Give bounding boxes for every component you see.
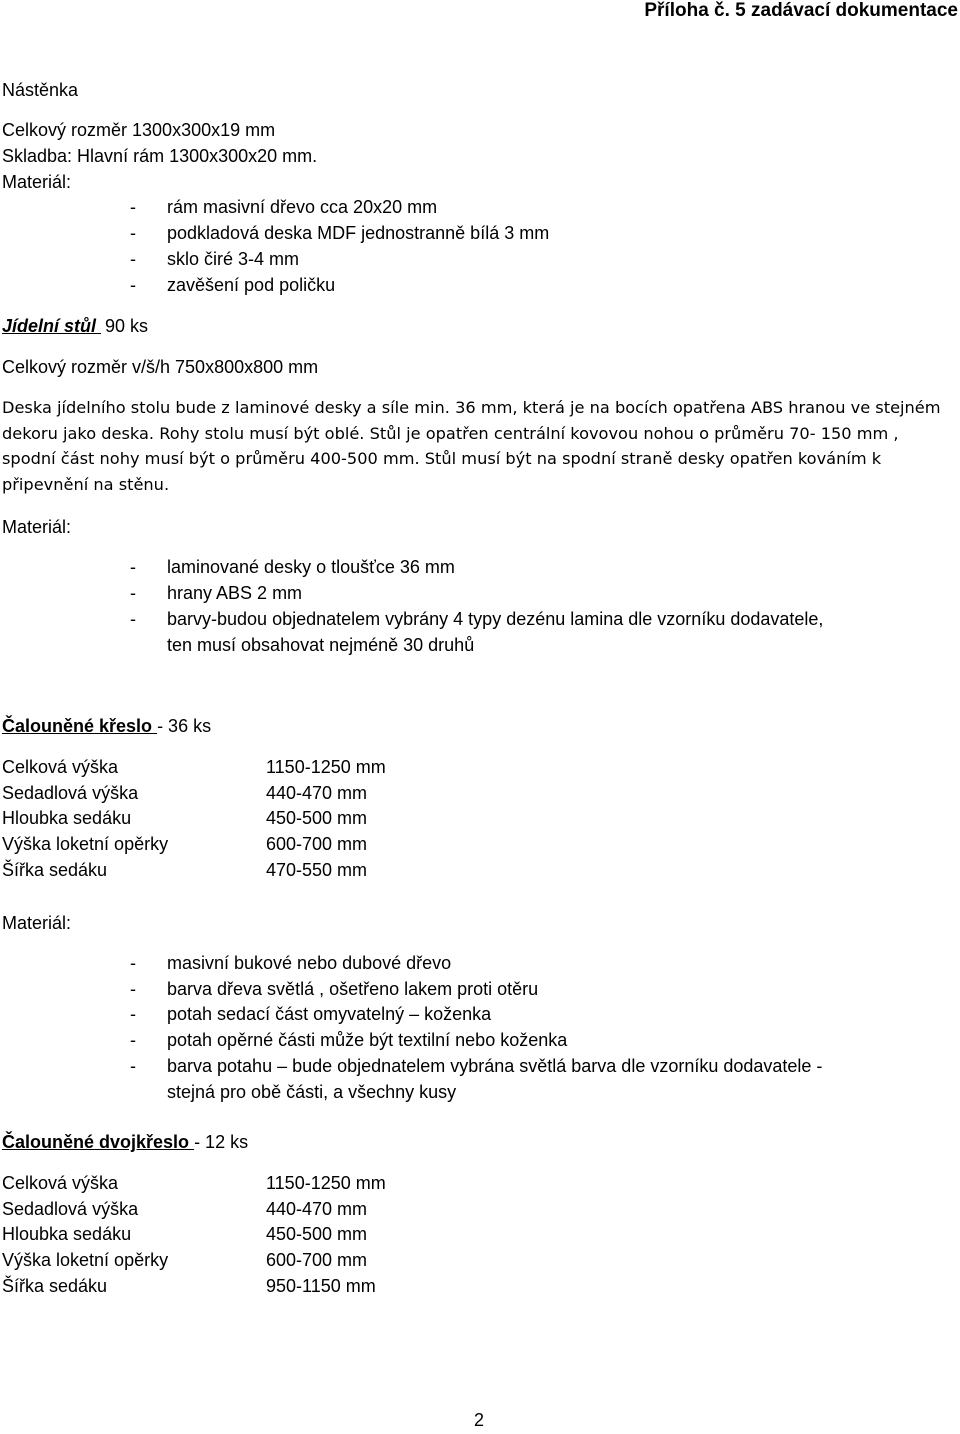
list-item: potah opěrné části může být textilní nebo koženka (167, 1030, 568, 1050)
list-item: potah sedací část omyvatelný – koženka (167, 1004, 492, 1024)
stul-title: Jídelní stůl (2, 316, 102, 336)
stul-count: 90 ks (105, 316, 149, 336)
list-item: hrany ABS 2 mm (167, 583, 303, 603)
spec-value: 440-470 mm (266, 783, 368, 803)
spec-value: 470-550 mm (266, 860, 368, 880)
spec-value: 600-700 mm (266, 834, 368, 854)
page-number: 2 (474, 1410, 485, 1430)
list-item: barvy-budou objednatelem vybrány 4 typy dezénu lamina dle vzorníku dodavatele, (167, 609, 824, 629)
list-bullet: - (130, 275, 136, 295)
spec-label: Celková výška (2, 1173, 119, 1193)
list-item: rám masivní dřevo cca 20x20 mm (167, 197, 438, 217)
kreslo-title: Čalouněné křeslo (2, 716, 158, 736)
nastenka-material-label: Materiál: (2, 172, 72, 192)
list-item: barva potahu – bude objednatelem vybrána světlá barva dle vzorníku dodavatele - (167, 1056, 823, 1076)
spec-label: Celková výška (2, 757, 119, 777)
spec-value: 450-500 mm (266, 1224, 368, 1244)
list-bullet: - (130, 197, 136, 217)
spec-label: Šířka sedáku (2, 860, 108, 880)
spec-label: Sedadlová výška (2, 783, 139, 803)
spec-value: 1150-1250 mm (266, 1173, 386, 1193)
spec-value: 950-1150 mm (266, 1276, 376, 1296)
spec-value: 1150-1250 mm (266, 757, 386, 777)
list-item: laminované desky o tloušťce 36 mm (167, 557, 455, 577)
stul-description: Deska jídelního stolu bude z laminové desky a síle min. 36 mm, která je na bocích opatřena ABS hranou ve stejném dekoru jako deska. Rohy stolu musí být oblé. Stůl je opatřen centrální kovovou nohou o průměru 70- 150 mm , spodní část nohy musí být o průměru 400-500 mm. Stůl musí být na spodní straně desky opatřen kováním k připevnění na stěnu. (2, 398, 941, 494)
list-bullet: - (130, 953, 136, 973)
spec-value: 440-470 mm (266, 1199, 368, 1219)
section-title-dvojkreslo (2, 1130, 248, 1156)
list-item: barva dřeva světlá , ošetřeno lakem proti otěru (167, 979, 539, 999)
spec-label: Výška loketní opěrky (2, 1250, 169, 1270)
list-item-continuation: stejná pro obě části, a všechny kusy (167, 1082, 457, 1102)
dvojkreslo-count: - 12 ks (194, 1132, 249, 1152)
list-bullet: - (130, 1004, 136, 1024)
list-bullet: - (130, 557, 136, 577)
nastenka-composition: Skladba: Hlavní rám 1300x300x20 mm. (2, 146, 318, 166)
list-bullet: - (130, 249, 136, 269)
list-item-continuation: ten musí obsahovat nejméně 30 druhů (167, 635, 475, 655)
list-bullet: - (130, 1056, 136, 1076)
list-bullet: - (130, 223, 136, 243)
spec-label: Hloubka sedáku (2, 1224, 132, 1244)
kreslo-count: - 36 ks (157, 716, 212, 736)
list-item: zavěšení pod poličku (167, 275, 336, 295)
section-title-stul (2, 314, 148, 340)
list-bullet: - (130, 583, 136, 603)
list-bullet: - (130, 1030, 136, 1050)
list-item: masivní bukové nebo dubové dřevo (167, 953, 452, 973)
section-title-kreslo (2, 714, 211, 740)
list-bullet: - (130, 609, 136, 629)
stul-overall-size: Celkový rozměr v/š/h 750x800x800 mm (2, 357, 319, 377)
page-header: Příloha č. 5 zadávací dokumentace (644, 0, 958, 21)
dvojkreslo-title: Čalouněné dvojkřeslo (2, 1132, 195, 1152)
list-item: podkladová deska MDF jednostranně bílá 3 mm (167, 223, 550, 243)
kreslo-material-label: Materiál: (2, 913, 72, 933)
spec-value: 600-700 mm (266, 1250, 368, 1270)
spec-label: Šířka sedáku (2, 1276, 108, 1296)
spec-label: Hloubka sedáku (2, 808, 132, 828)
list-item: sklo čiré 3-4 mm (167, 249, 300, 269)
spec-label: Sedadlová výška (2, 1199, 139, 1219)
nastenka-overall-size: Celkový rozměr 1300x300x19 mm (2, 120, 276, 140)
list-bullet: - (130, 979, 136, 999)
spec-label: Výška loketní opěrky (2, 834, 169, 854)
spec-value: 450-500 mm (266, 808, 368, 828)
stul-material-label: Materiál: (2, 517, 72, 537)
section-title-nastenka: Nástěnka (2, 80, 79, 100)
